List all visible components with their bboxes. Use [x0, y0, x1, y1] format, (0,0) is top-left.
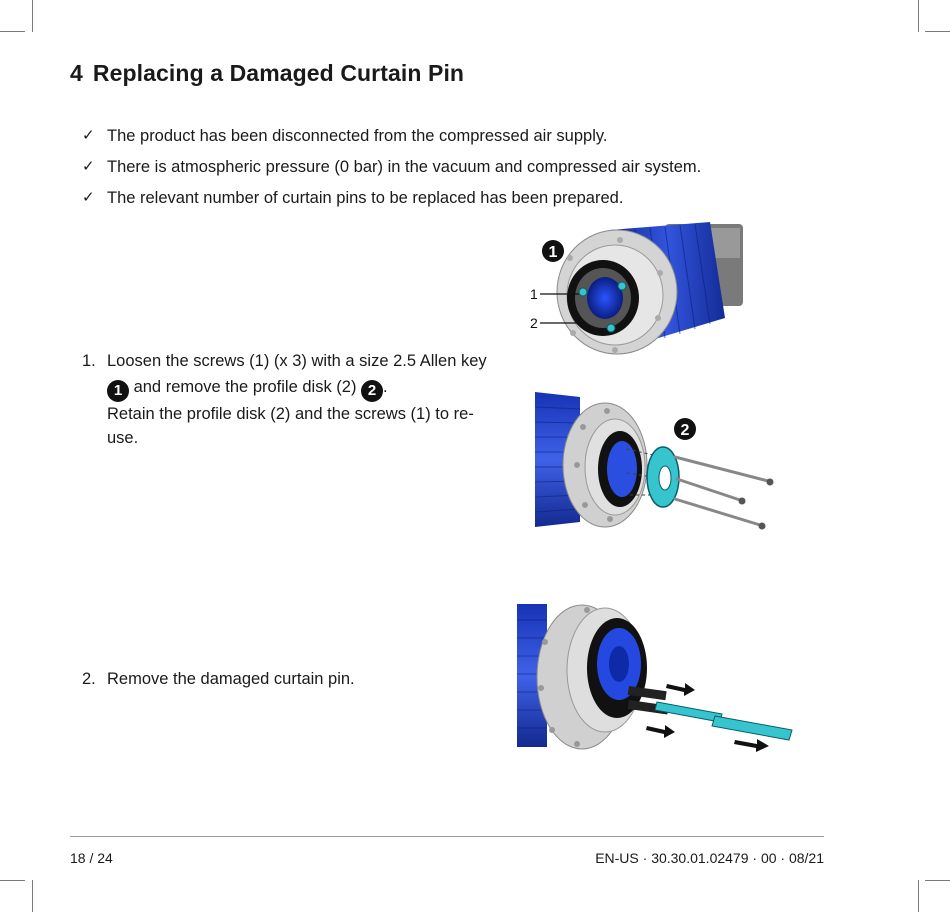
step-line-part: . [383, 378, 388, 396]
callout-2: 2 [530, 315, 538, 331]
prerequisite-text: There is atmospheric pressure (0 bar) in the vacuum and compressed air system. [107, 158, 702, 176]
prerequisite-item [82, 124, 701, 155]
crop-mark [925, 31, 950, 32]
crop-mark [32, 0, 33, 32]
page-number: 18 / 24 [70, 850, 113, 866]
step-line: use. [107, 429, 139, 447]
page-title [70, 60, 464, 87]
crop-mark [0, 880, 25, 881]
section-title: Replacing a Damaged Curtain Pin [92, 60, 465, 86]
figure-badge-1-label: 1 [548, 244, 558, 261]
crop-mark [0, 31, 25, 32]
checkmark-icon: ✓ [82, 158, 95, 175]
step-line-part: and remove the profile disk (2) [129, 378, 362, 396]
checkmark-icon: ✓ [82, 127, 95, 144]
section-number: 4 [70, 60, 83, 86]
figure-1-housing-front [525, 218, 750, 363]
crop-mark [918, 0, 919, 32]
step-line: Loosen the screws (1) (x 3) with a size 2.5 Allen key [107, 352, 487, 370]
checkmark-icon: ✓ [82, 189, 95, 206]
step-text: Remove the damaged curtain pin. [107, 670, 355, 688]
step-number: 1. [82, 352, 96, 370]
prerequisite-list [82, 124, 701, 217]
figure-2-profile-disk-removal [535, 387, 785, 537]
step-number: 2. [82, 670, 96, 688]
prerequisite-text: The relevant number of curtain pins to be replaced has been prepared. [107, 189, 624, 207]
step-text [107, 349, 487, 450]
document-id: EN-US · 30.30.01.02479 · 00 · 08/21 [595, 850, 824, 866]
crop-mark [925, 880, 950, 881]
footer-rule [70, 836, 824, 837]
figure-3-curtain-pin-removal [517, 602, 797, 757]
figure-badge-2: 2 [361, 380, 383, 402]
crop-mark [918, 880, 919, 912]
prerequisite-text: The product has been disconnected from the compressed air supply. [107, 127, 608, 145]
prerequisite-item [82, 186, 701, 217]
figure-badge-2-label: 2 [680, 422, 690, 439]
step-line [107, 375, 487, 402]
step-line: Retain the profile disk (2) and the screws (1) to re- [107, 405, 474, 423]
crop-mark [32, 880, 33, 912]
prerequisite-item [82, 155, 701, 186]
figure-badge-1: 1 [107, 380, 129, 402]
callout-1: 1 [530, 286, 538, 302]
